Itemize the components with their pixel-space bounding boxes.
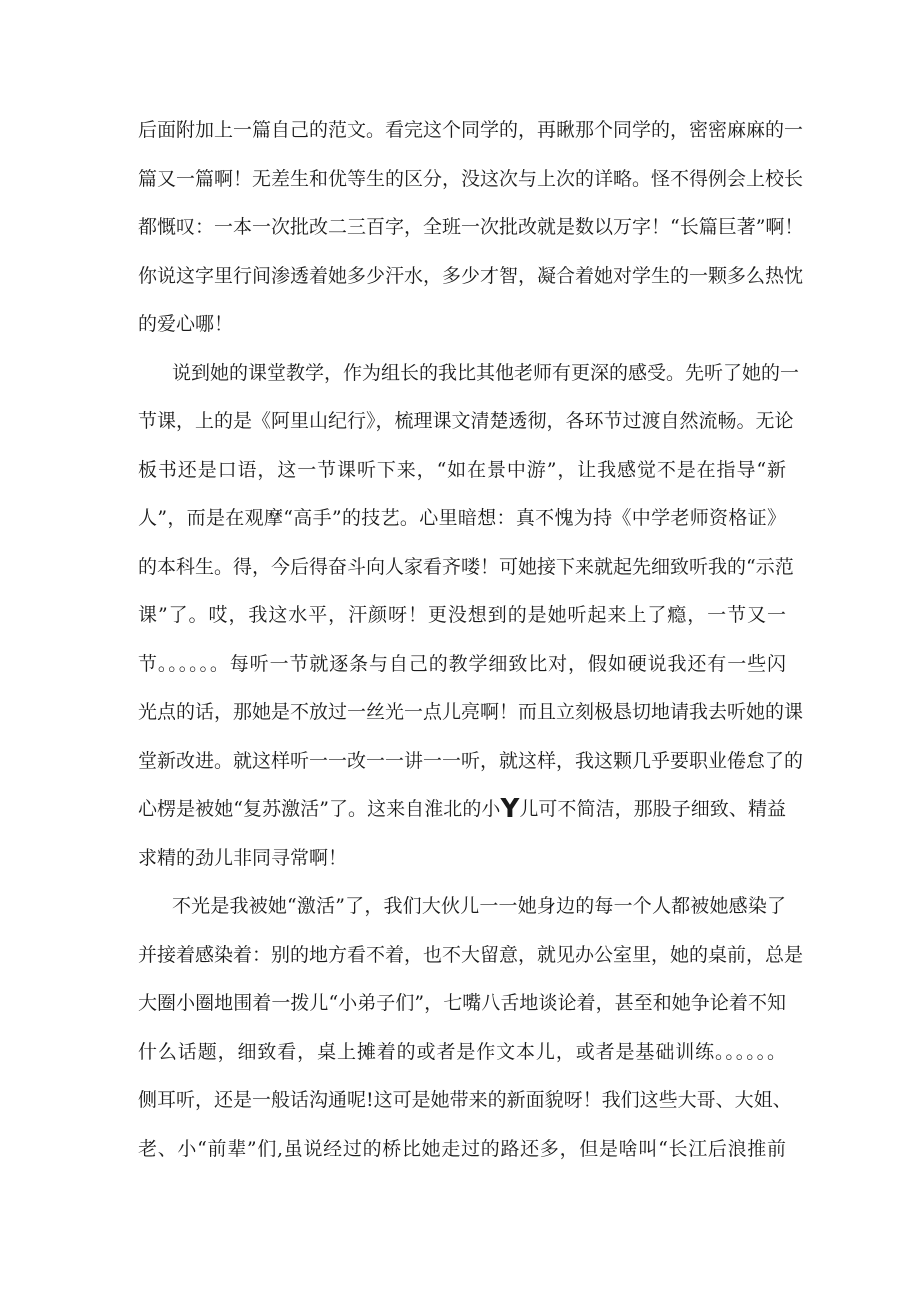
text-line: 课”了。哎，我这水平，汗颜呀！更没想到的是她听起来上了瘾，一节又一 [138,604,786,626]
text-line: 板书还是口语，这一节课听下来，“如在景中游”，让我感觉不是在指导“新 [138,458,786,481]
text-line: 什么话题，细致看，桌上摊着的或者是作文本儿，或者是基础训练。。。。。。 [138,1040,786,1063]
text-line: 老、小“前辈”们,虽说经过的桥比她走过的路还多，但是啥叫“长江后浪推前 [138,1137,786,1160]
text-segment: 心楞是被她“复苏激活”了。这来自淮北的小 [138,798,501,820]
text-line: 的爱心哪！ [138,313,234,335]
text-line-with-glyph [138,785,786,834]
text-line: 堂新改进。就这样听一一改一一讲一一听，就这样，我这颗几乎要职业倦怠了的 [138,749,804,772]
text-line: 节课，上的是《阿里山纪行》，梳理课文清楚透彻，各环节过渡自然流畅。无论 [138,410,794,432]
document-body [138,106,804,1173]
text-line: 后面附加上一篇自己的范文。看完这个同学的，再瞅那个同学的，密密麻麻的一 [138,119,804,141]
text-line: 节。。。。。。每听一节就逐条与自己的教学细致比对，假如硬说我还有一些闪 [138,652,786,675]
text-line: 篇又一篇啊！无差生和优等生的区分，没这次与上次的详略。怪不得例会上校长 [138,167,804,190]
text-line: 并接着感染着：别的地方看不着，也不大留意，就见办公室里，她的桌前，总是 [138,943,804,966]
text-segment: 儿可不简洁，那股子细致、精益 [519,798,786,820]
text-line: 的本科生。得，今后得奋斗向人家看齐喽！可她接下来就起先细致听我的“示范 [138,555,794,578]
text-line: 大圈小圈地围着一拨儿“小弟子们”，七嘴八舌地谈论着，甚至和她争论着不知 [138,992,786,1014]
paragraph-first-line: 不光是我被她“激活”了，我们大伙儿一一她身边的每一个人都被她感染了 [172,895,786,917]
text-line: 你说这字里行间渗透着她多少汗水，多少才智，凝合着她对学生的一颗多么热忱 [138,264,804,287]
text-line: 人”，而是在观摩“高手”的技艺。心里暗想：真不愧为持《中学老师资格证》 [138,507,786,529]
paragraph-first-line: 说到她的课堂教学，作为组长的我比其他老师有更深的感受。先听了她的一 [172,361,800,384]
text-line: 都慨叹：一本一次批改二三百字，全班一次批改就是数以万字！“长篇巨著”啊！ [138,216,804,238]
text-line: 求精的劲儿非同寻常啊！ [138,846,348,869]
text-line: 光点的话，那她是不放过一丝光一点儿亮啊！而且立刻极恳切地请我去听她的课 [138,701,804,723]
text-line: 侧耳听，还是一般话沟通呢!这可是她带来的新面貌呀！我们这些大哥、大姐、 [138,1089,792,1111]
large-letter-glyph: Y [500,794,520,824]
